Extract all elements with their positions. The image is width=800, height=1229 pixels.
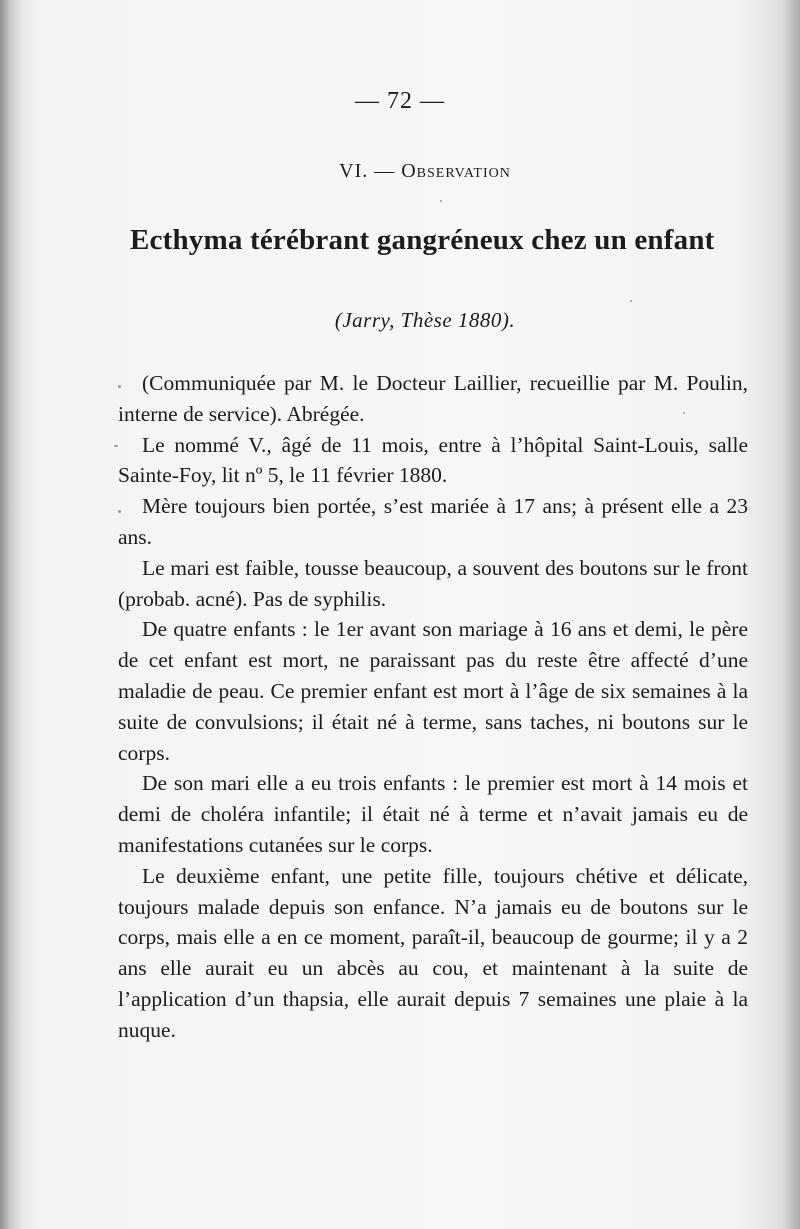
- paragraph: De quatre enfants : le 1er avant son mariage à 16 ans et demi, le père de cet enfant est mort, ne paraissant pas du reste être affecté d’une maladie de peau. Ce premier enfant est mort à l’âge de six semaines à la suite de convulsions; il était né à terme, sans taches, ni boutons sur le corps.: [118, 617, 748, 765]
- paragraph: Le deuxième enfant, une petite fille, toujours chétive et délicate, toujours malade depuis son enfance. N’a jamais eu de boutons sur le corps, mais elle a en ce moment, paraît-il, beaucoup de gourme; il y a 2 ans elle aurait eu un abcès au cou, et maintenant à la suite de l’application d’un thapsia, elle aurait depuis 7 semaines une plaie à la nuque.: [118, 863, 748, 1042]
- paragraph: (Communiquée par M. le Docteur Laillier, recueillie par M. Poulin, interne de service). Abrégée.: [118, 371, 748, 426]
- paragraph: Le nommé V., âgé de 11 mois, entre à l’hôpital Saint-Louis, salle Sainte-Foy, lit nº 5, le 11 février 1880.: [118, 432, 748, 488]
- page-edge-shadow: [782, 0, 800, 1229]
- paper-speck: [683, 412, 685, 414]
- page-number: — 72 —: [355, 88, 445, 114]
- paper-speck: [118, 385, 121, 388]
- paper-speck: [440, 200, 442, 202]
- paragraph: Mère toujours bien portée, s’est mariée à 17 ans; à présent elle a 23 ans.: [118, 494, 748, 549]
- paragraph: De son mari elle a eu trois enfants : le premier est mort à 14 mois et demi de choléra infantile; il était né à terme et n’avait jamais eu de manifestations cutanées sur le corps.: [118, 771, 748, 857]
- paper-speck: [118, 510, 121, 513]
- section-label: Observation: [401, 160, 511, 182]
- paper-speck: [114, 445, 118, 447]
- section-numeral: VI. —: [339, 160, 396, 182]
- body-text: [118, 368, 748, 1046]
- citation: (Jarry, Thèse 1880).: [334, 308, 516, 332]
- observation-title: Ecthyma térébrant gangréneux chez un enfant: [130, 224, 715, 256]
- paper-speck: [630, 300, 632, 302]
- paragraph: Le mari est faible, tousse beaucoup, a souvent des boutons sur le front (probab. acné). Pas de syphilis.: [118, 555, 748, 611]
- section-heading: [0, 160, 800, 183]
